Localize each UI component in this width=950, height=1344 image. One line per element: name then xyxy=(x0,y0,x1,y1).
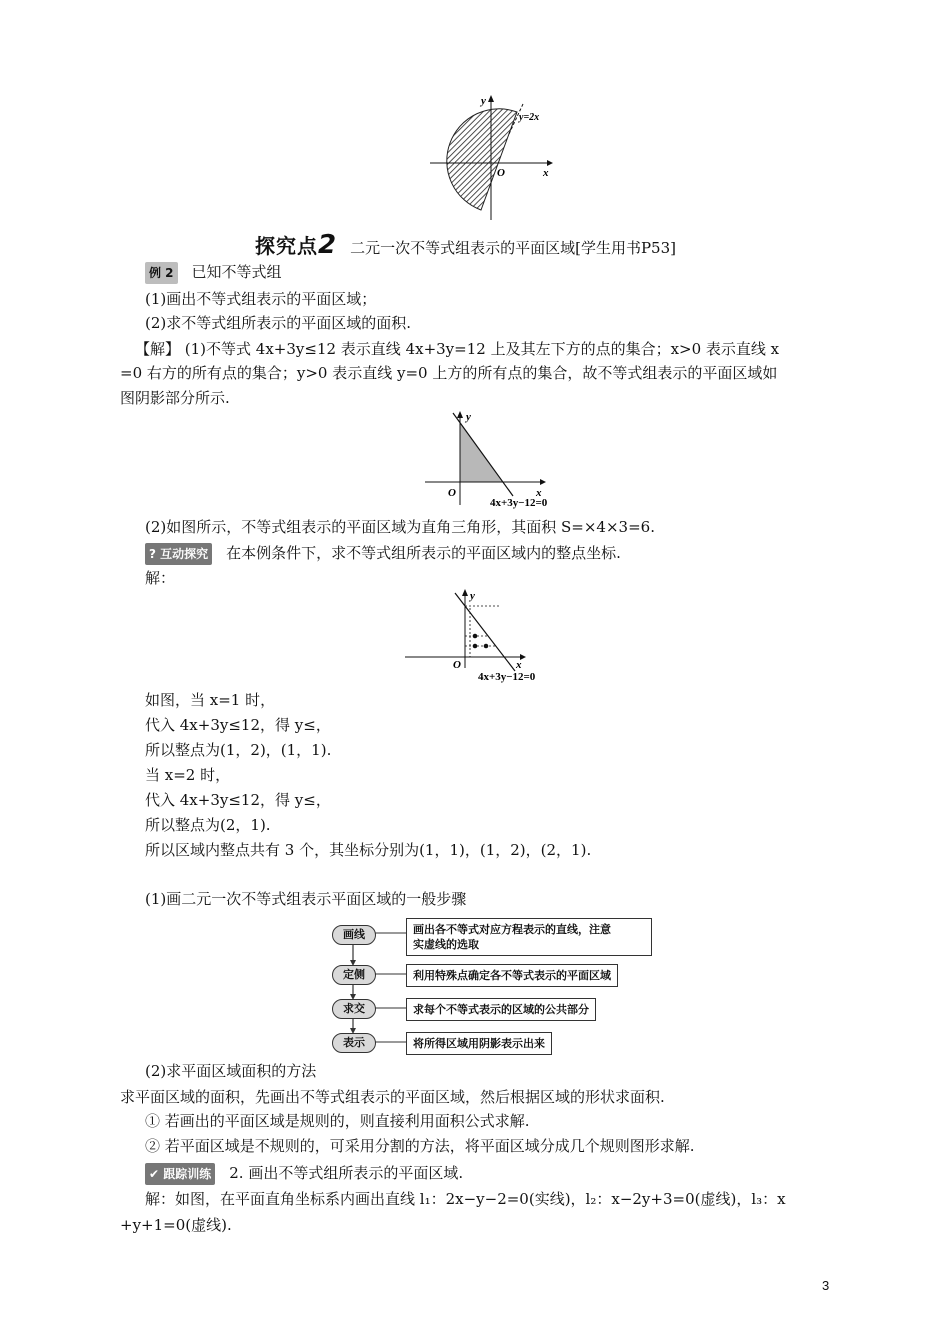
flow-desc-determine-side: 利用特殊点确定各不等式表示的平面区域 xyxy=(406,964,618,987)
example-line xyxy=(145,262,282,284)
interactive-badge-label: 互动探究 xyxy=(160,547,209,561)
practice-badge xyxy=(145,1163,215,1185)
fig2-origin-label: O xyxy=(448,487,456,499)
interactive-badge xyxy=(145,543,212,565)
interactive-line xyxy=(145,543,621,565)
section-subtitle: 二元一次不等式组表示的平面区域[学生用书P53] xyxy=(350,239,676,257)
flow-tag-represent: 表示 xyxy=(332,1033,376,1053)
flow-desc-represent: 将所得区域用阴影表示出来 xyxy=(406,1032,552,1055)
flow-tag-draw-line: 画线 xyxy=(332,925,376,945)
step-7: 所以区域内整点共有 3 个，其坐标分别为(1，1)，(1，2)，(2，1). xyxy=(145,841,592,859)
flow-desc-intersect: 求每个不等式表示的区域的公共部分 xyxy=(406,998,596,1021)
lattice-point xyxy=(473,644,478,649)
page-number: 3 xyxy=(822,1278,830,1293)
fig2-x-label: x xyxy=(536,487,542,499)
method-p1: 求平面区域的面积，先画出不等式组表示的平面区域，然后根据区域的形状求面积. xyxy=(120,1088,665,1106)
lattice-point xyxy=(484,644,489,649)
fig3-line-label: 4x+3y−12=0 xyxy=(478,671,536,683)
flow-tag-determine-side: 定侧 xyxy=(332,965,376,985)
practice-answer-2: +y+1=0(虚线). xyxy=(120,1216,232,1234)
part-2: (2)如图所示，不等式组表示的平面区域为直角三角形，其面积 S=×4×3=6. xyxy=(145,518,655,536)
flow-desc-draw-line: 画出各不等式对应方程表示的直线，注意 实虚线的选取 xyxy=(406,918,652,956)
method-p2: ① 若画出的平面区域是规则的，则直接利用面积公式求解. xyxy=(145,1112,530,1130)
step-2: 代入 4x+3y≤12，得 y≤， xyxy=(145,716,331,734)
example-text: 已知不等式组 xyxy=(191,263,282,281)
figure-triangle-region xyxy=(420,410,585,510)
fig2-line-label: 4x+3y−12=0 xyxy=(490,497,548,509)
method-title-2: (2)求平面区域面积的方法 xyxy=(145,1062,317,1080)
method-title-1: (1)画二元一次不等式组表示平面区域的一般步骤 xyxy=(145,890,467,908)
fig1-origin-label: O xyxy=(497,167,505,179)
step-5: 代入 4x+3y≤12，得 y≤， xyxy=(145,791,331,809)
solution-line-2: =0 右方的所有点的集合；y>0 表示直线 y=0 上方的所有点的集合，故不等式组表示的平面区域如 xyxy=(120,364,778,382)
section-heading xyxy=(255,230,676,260)
step-6: 所以整点为(2，1). xyxy=(145,816,271,834)
fig2-y-label: y xyxy=(466,411,471,423)
checkmark-icon: ✔ xyxy=(149,1167,164,1181)
solution-line-3: 图阴影部分所示. xyxy=(120,389,230,407)
fig1-y-label: y xyxy=(481,95,486,107)
practice-answer-1: 解：如图，在平面直角坐标系内画出直线 l₁：2x−y−2=0(实线)，l₂：x−2y+3=0(虚线)，l₃：x xyxy=(145,1190,786,1208)
example-badge: 例 2 xyxy=(145,262,178,284)
step-3: 所以整点为(1，2)，(1，1). xyxy=(145,741,332,759)
section-title: 探究点 xyxy=(255,234,318,258)
fig3-y-label: y xyxy=(470,590,475,602)
flow-tag-intersect: 求交 xyxy=(332,999,376,1019)
question-2: (2)求不等式组所表示的平面区域的面积. xyxy=(145,314,412,332)
question-1: (1)画出不等式组表示的平面区域； xyxy=(145,290,377,308)
method-p3: ② 若平面区域是不规则的，可采用分割的方法，将平面区域分成几个规则图形求解. xyxy=(145,1137,695,1155)
interactive-answer-label: 解： xyxy=(145,569,176,587)
fig3-origin-label: O xyxy=(453,659,461,671)
practice-line xyxy=(145,1163,463,1185)
step-1: 如图，当 x=1 时， xyxy=(145,691,276,709)
step-4: 当 x=2 时， xyxy=(145,766,231,784)
interactive-text: 在本例条件下，求不等式组所表示的平面区域内的整点坐标. xyxy=(226,544,621,562)
solution-line-1: 【解】 (1)不等式 4x+3y≤12 表示直线 4x+3y=12 上及其左下方的点的集合；x>0 表示直线 x xyxy=(135,340,780,358)
fig1-x-label: x xyxy=(543,167,549,179)
fig1-line-label: y=2x xyxy=(519,112,540,123)
practice-badge-label: 跟踪训练 xyxy=(163,1167,212,1181)
lattice-point xyxy=(473,634,478,639)
fig3-x-label: x xyxy=(516,659,522,671)
question-icon: ? xyxy=(149,547,161,561)
section-number: 2 xyxy=(318,230,337,260)
figure-circle-region xyxy=(425,90,565,225)
practice-text: 2. 画出不等式组所表示的平面区域. xyxy=(229,1164,464,1182)
figure-lattice-points xyxy=(400,588,565,688)
